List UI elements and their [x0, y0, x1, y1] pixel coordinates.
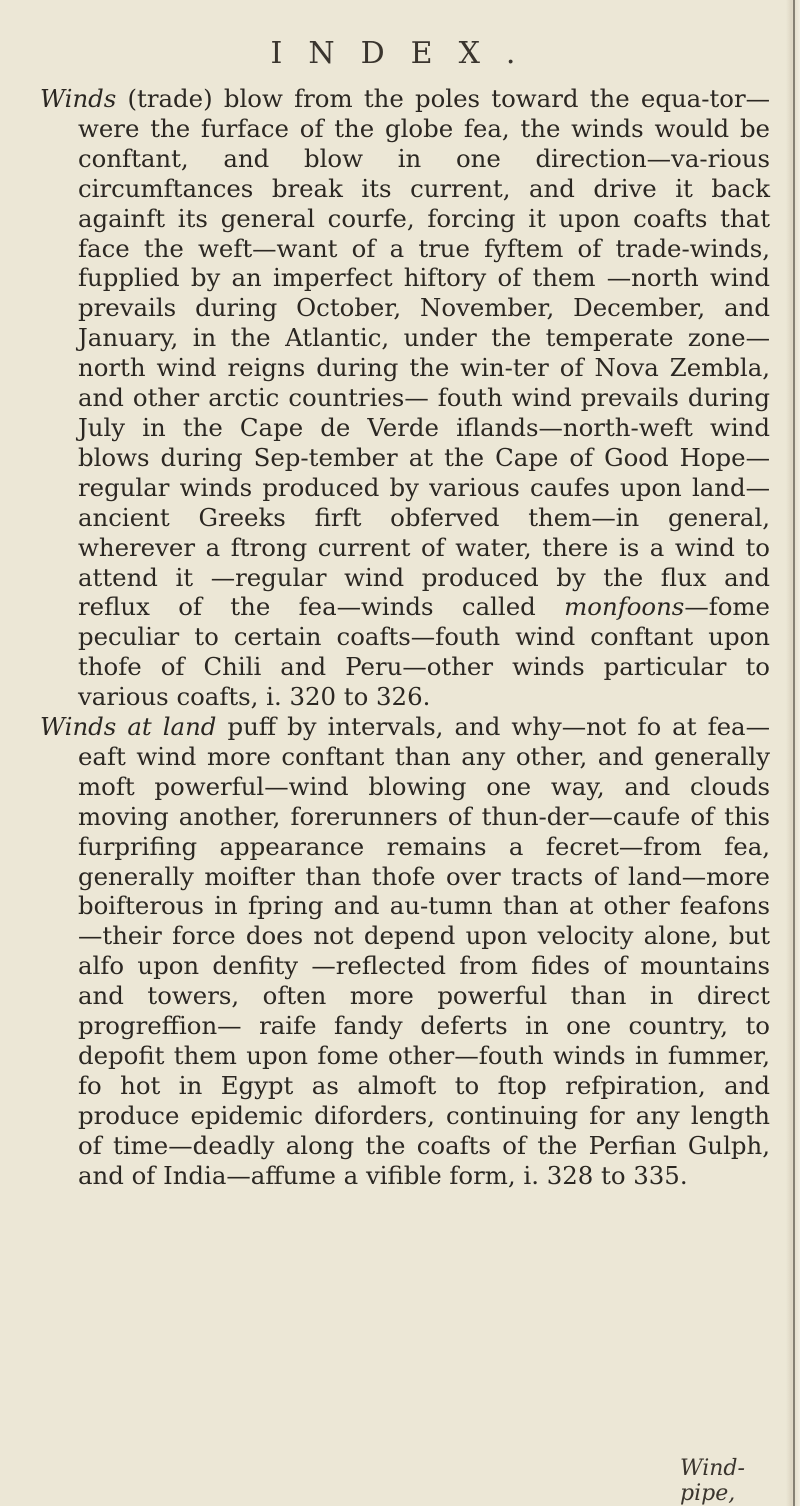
entry-italic-term: monfoons [564, 592, 685, 622]
entry-text-continued: —fome peculiar to certain coafts—fouth wind conftant upon thofe of Chili and Peru—other winds particular to various coafts, i. 320 to 326. [78, 592, 770, 712]
entry-headword: Winds at land [40, 712, 217, 742]
catchword: Wind-pipe, [680, 1456, 745, 1506]
entry-text: (trade) blow from the poles toward the equa-tor—were the furface of the globe fea, the winds would be conftant, and blow in one direction—va-rious circumftances break its current, and drive it back againft its general courfe, forcing it upon coafts that face the weft—want of a true fyftem of trade-winds, fupplied by an imperfect hiftory of them —north wind prevails during October, November, December, and January, in the Atlantic, under the temperate zone—north wind reigns during the win-ter of Nova Zembla, and other arctic countries— fouth wind prevails during July in the Cape de Verde iflands—north-weft wind blows during Sep-tember at the Cape of Good Hope—regular winds produced by various caufes upon land—ancient Greeks firft obferved them—in general, wherever a ftrong current of water, there is a wind to attend it —regular wind produced by the flux and reflux of the fea—winds called [78, 84, 770, 622]
index-content [40, 84, 770, 1191]
entry-text: puff by intervals, and why—not fo at fea—eaft wind more conftant than any other, and generally moft powerful—wind blowing one way, and clouds moving another, forerunners of thun-der—caufe of this furprifing appearance remains a fecret—from fea, generally moifter than thofe over tracts of land—more boifterous in fpring and au-tumn than at other feafons—their force does not depend upon velocity alone, but alfo upon denfity —reflected from fides of mountains and towers, often more powerful than in direct progreffion— raife fandy deferts in one country, to depofit them upon fome other—fouth winds in fummer, fo hot in Egypt as almoft to ftop refpiration, and produce epidemic diforders, continuing for any length of time—deadly along the coafts of the Perfian Gulph, and of India—affume a vifible form, i. 328 to 335. [78, 712, 770, 1190]
entry-headword: Winds [40, 84, 117, 113]
page-header: INDEX. [270, 36, 542, 71]
index-entry-winds-trade [40, 84, 770, 712]
index-entry-winds-at-land [40, 712, 770, 1191]
page-edge [786, 0, 800, 1506]
